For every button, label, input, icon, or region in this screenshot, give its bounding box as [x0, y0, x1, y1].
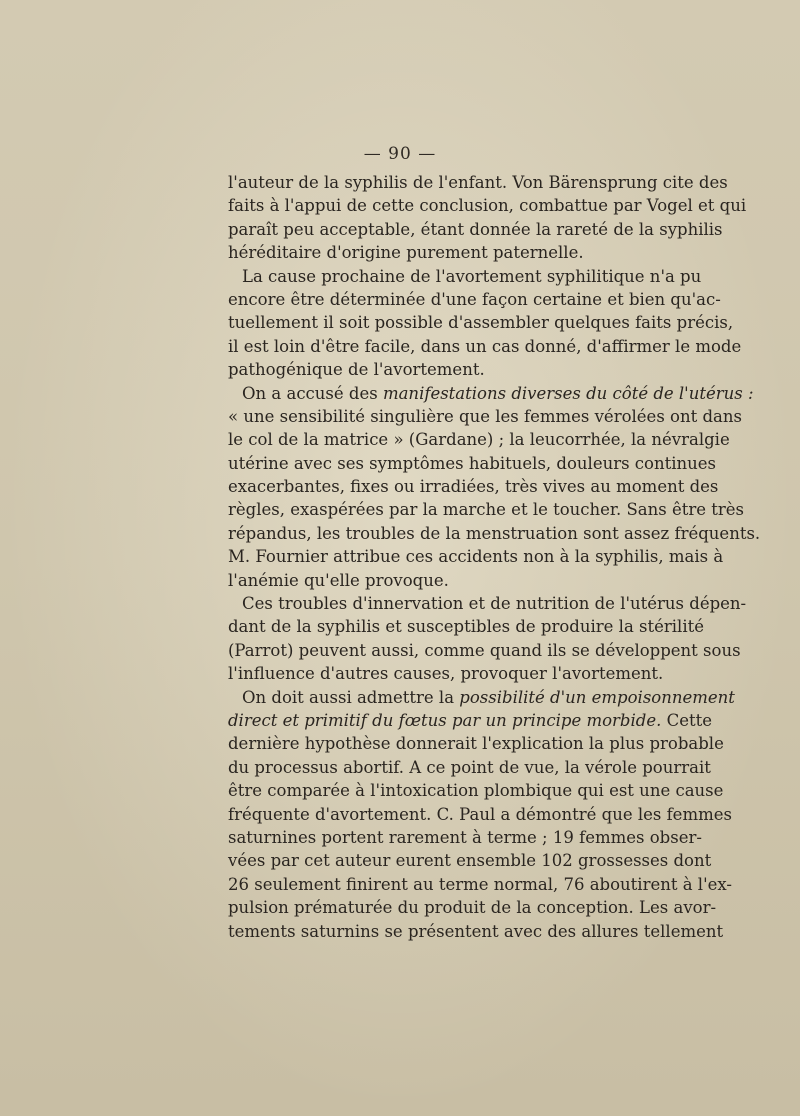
text-line: pulsion prématurée du produit de la conception. Les avor-: [228, 898, 717, 918]
text-line: répandus, les troubles de la menstruation sont assez fréquents.: [228, 523, 761, 543]
text-line: héréditaire d'origine purement paternelle.: [228, 243, 584, 263]
text-line: faits à l'appui de cette conclusion, combattue par Vogel et qui: [228, 196, 747, 216]
text-line: l'anémie qu'elle provoque.: [228, 570, 449, 590]
text-line: La cause prochaine de l'avortement syphilitique n'a pu: [242, 266, 702, 286]
text-line: saturnines portent rarement à terme ; 19 femmes obser-: [228, 827, 702, 847]
text-line: il est loin d'être facile, dans un cas donné, d'affirmer le mode: [228, 336, 742, 356]
text-line: vées par cet auteur eurent ensemble 102 grossesses dont: [228, 851, 712, 871]
roman-text: Cette: [661, 710, 713, 730]
body-text: [228, 171, 761, 943]
text-line: dant de la syphilis et susceptibles de produire la stérilité: [228, 617, 705, 637]
text-line: être comparée à l'intoxication plombique qui est une cause: [228, 781, 724, 801]
text-line: pathogénique de l'avortement.: [228, 360, 485, 380]
text-line: (Parrot) peuvent aussi, comme quand ils se développent sous: [228, 640, 741, 660]
text-line: utérine avec ses symptômes habituels, douleurs continues: [228, 453, 717, 473]
text-line: dernière hypothèse donnerait l'explication la plus probable: [228, 734, 724, 754]
text-line: [228, 709, 713, 732]
page-number: — 90 —: [363, 144, 437, 164]
text-line: Ces troubles d'innervation et de nutrition de l'utérus dépen-: [242, 594, 747, 614]
text-line: paraît peu acceptable, étant donnée la rareté de la syphilis: [228, 219, 723, 239]
text-line: exacerbantes, fixes ou irradiées, très vives au moment des: [228, 477, 719, 497]
roman-text: On doit aussi admettre la: [242, 687, 460, 707]
text-line: M. Fournier attribue ces accidents non à la syphilis, mais à: [228, 547, 724, 567]
text-line: encore être déterminée d'une façon certaine et bien qu'ac-: [228, 289, 721, 309]
italic-text: possibilité d'un empoisonnement: [459, 687, 735, 707]
text-line: règles, exaspérées par la marche et le toucher. Sans être très: [228, 500, 745, 520]
roman-text: On a accusé des: [242, 383, 383, 403]
text-line: le col de la matrice » (Gardane) ; la leucorrhée, la névralgie: [228, 430, 730, 450]
text-line: l'auteur de la syphilis de l'enfant. Von Bärensprung cite des: [228, 173, 728, 192]
text-line: tuellement il soit possible d'assembler quelques faits précis,: [228, 313, 734, 333]
italic-text: direct et primitif du fœtus par un principe morbide.: [228, 710, 662, 730]
text-line: [228, 382, 754, 405]
italic-text: manifestations diverses du côté de l'utérus :: [382, 383, 754, 403]
text-line: 26 seulement finirent au terme normal, 76 aboutirent à l'ex-: [228, 874, 732, 894]
text-line: « une sensibilité singulière que les femmes vérolées ont dans: [228, 406, 742, 426]
text-line: du processus abortif. A ce point de vue, la vérole pourrait: [228, 757, 711, 777]
text-line: fréquente d'avortement. C. Paul a démontré que les femmes: [228, 804, 732, 824]
text-line: [228, 686, 735, 709]
text-line: tements saturnins se présentent avec des allures tellement: [228, 921, 724, 941]
text-line: l'influence d'autres causes, provoquer l'avortement.: [228, 664, 664, 684]
